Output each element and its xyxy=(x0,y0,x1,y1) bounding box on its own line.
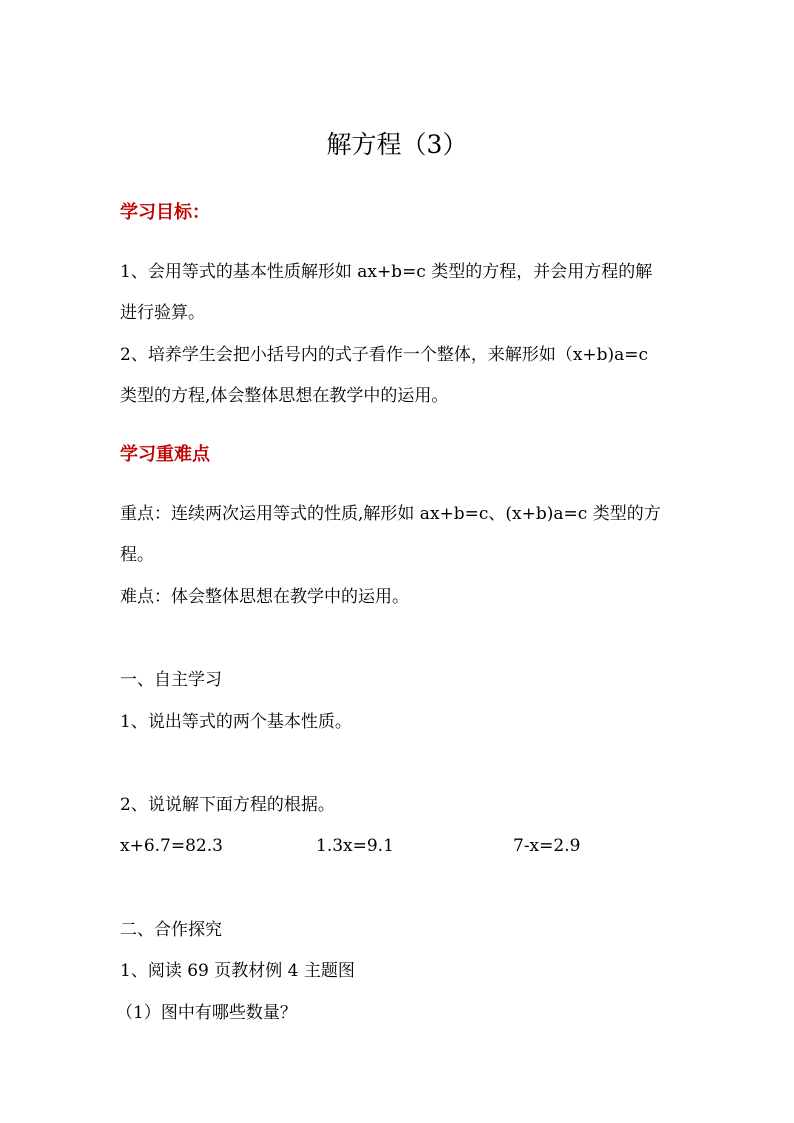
objective-2-line-2: 类型的方程,体会整体思想在教学中的运用。 xyxy=(120,386,449,406)
section-1-heading: 一、自主学习 xyxy=(120,670,222,690)
section-1-question-2: 2、说说解下面方程的根据。 xyxy=(120,795,335,815)
section-2-question-1: 1、阅读 69 页教材例 4 主题图 xyxy=(120,961,355,981)
focus-line-2: 程。 xyxy=(120,545,154,565)
page-title: 解方程（3） xyxy=(326,130,468,159)
objective-1-line-1: 1、会用等式的基本性质解形如 ax+b=c 类型的方程，并会用方程的解 xyxy=(120,262,653,282)
objective-1-line-2: 进行验算。 xyxy=(120,303,205,323)
key-points-heading: 学习重难点 xyxy=(120,444,210,465)
difficulty-line: 难点：体会整体思想在教学中的运用。 xyxy=(120,587,409,607)
equation-3: 7-x=2.9 xyxy=(513,836,581,856)
objectives-heading: 学习目标： xyxy=(120,202,210,223)
equation-2: 1.3x=9.1 xyxy=(316,836,394,856)
section-2-heading: 二、合作探究 xyxy=(120,920,222,940)
objective-2-line-1: 2、培养学生会把小括号内的式子看作一个整体，来解形如（x+b)a=c xyxy=(120,345,649,365)
section-1-question-1: 1、说出等式的两个基本性质。 xyxy=(120,712,352,732)
focus-line-1: 重点：连续两次运用等式的性质,解形如 ax+b=c、(x+b)a=c 类型的方 xyxy=(120,504,661,524)
section-2-subquestion-1: （1）图中有哪些数量？ xyxy=(116,1003,297,1023)
equation-1: x+6.7=82.3 xyxy=(120,836,223,856)
